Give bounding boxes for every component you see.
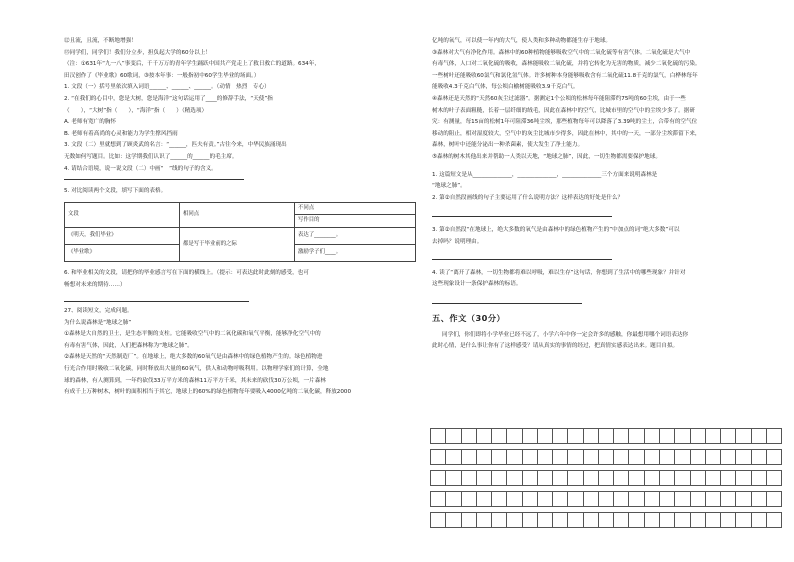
text-line: 2. “在我们的心目中，您是大树，您是海洋”这句话运用了____的修辞手法，“天使”指 bbox=[64, 95, 273, 102]
grid-cell[interactable] bbox=[599, 491, 614, 507]
grid-cell[interactable] bbox=[584, 428, 599, 444]
essay-line: 树木的叶子表面粗糙，长着一层纤细的绒毛，因此在森林中的空气，比城市里的空气中的尘埃少多了。据研 bbox=[432, 107, 695, 114]
grid-cell[interactable] bbox=[614, 470, 629, 486]
essay-line: ⑤森林的树木其他出来并帮助一人类以天地，“地球之肺”，因此，一切生物都需要保护地球。 bbox=[432, 153, 661, 160]
grid-cell[interactable] bbox=[767, 449, 782, 465]
grid-cell[interactable] bbox=[507, 491, 522, 507]
grid-cell[interactable] bbox=[629, 449, 644, 465]
essay-line: 球的森林，有人测算到，一年约砍伐33万平方米的森林11万平方千米，其未来的砍伐30万公顷，一片森林 bbox=[64, 377, 326, 384]
grid-cell[interactable] bbox=[446, 491, 461, 507]
question-6-cont: 畅想对未来的期待……） bbox=[64, 281, 126, 288]
grid-cell[interactable] bbox=[492, 449, 507, 465]
question-27: 27、阅读短文，完成问题。 bbox=[64, 308, 133, 315]
answer-line bbox=[432, 259, 612, 260]
grid-cell[interactable] bbox=[477, 428, 492, 444]
left-question-block bbox=[64, 36, 416, 175]
grid-cell[interactable] bbox=[584, 512, 599, 528]
grid-cell[interactable] bbox=[721, 491, 736, 507]
table-header-difference: 不同点 bbox=[295, 202, 416, 215]
grid-cell[interactable] bbox=[767, 491, 782, 507]
grid-cell[interactable] bbox=[675, 491, 690, 507]
text-line: ⑫且流，且流，不断地增强！ bbox=[64, 38, 137, 44]
grid-cell[interactable] bbox=[645, 470, 660, 486]
grid-cell[interactable] bbox=[706, 470, 721, 486]
grid-cell[interactable] bbox=[706, 449, 721, 465]
composition-writing-grid[interactable] bbox=[430, 428, 782, 533]
grid-cell[interactable] bbox=[767, 470, 782, 486]
right-question-3: 3. 第②自然段“在地球上，绝大多数的氧气是由森林中的绿色植物产生的”中加点的词“绝大多数”可以 bbox=[432, 227, 680, 234]
grid-cell[interactable] bbox=[599, 512, 614, 528]
grid-cell[interactable] bbox=[462, 470, 477, 486]
grid-cell[interactable] bbox=[645, 491, 660, 507]
grid-cell[interactable] bbox=[553, 428, 568, 444]
table-cell-diff-1: 表达了________。 bbox=[295, 227, 416, 244]
answer-line bbox=[432, 303, 582, 304]
essay-line: 一些树叶还能吸收60氯气和氯化氢气体。许多树种本身能够吸收含有二氧化硫11.8千克的氯气，白桦林每年 bbox=[432, 72, 698, 79]
grid-cell[interactable] bbox=[492, 470, 507, 486]
grid-cell[interactable] bbox=[752, 491, 767, 507]
grid-cell[interactable] bbox=[538, 449, 553, 465]
table-header-similarity: 相同点 bbox=[180, 202, 295, 227]
grid-cell[interactable] bbox=[430, 470, 446, 486]
text-line: 4. 请结合语境，说一说文段（二）中画“ ”线的句子的含义。 bbox=[64, 165, 217, 172]
grid-cell[interactable] bbox=[691, 470, 706, 486]
grid-cell[interactable] bbox=[446, 470, 461, 486]
grid-cell[interactable] bbox=[507, 428, 522, 444]
grid-cell[interactable] bbox=[721, 470, 736, 486]
grid-cell[interactable] bbox=[553, 491, 568, 507]
grid-cell[interactable] bbox=[446, 428, 461, 444]
grid-cell[interactable] bbox=[462, 512, 477, 528]
grid-cell[interactable] bbox=[706, 512, 721, 528]
grid-cell[interactable] bbox=[675, 470, 690, 486]
essay-line: 行光合作用时吸收二氧化碳，同时释放出大量的60氧气，供人和动物呼吸利用。以物理学家们的计算，全地 bbox=[64, 366, 329, 373]
text-line: （注：①631年“九一八”事变后，千千万万的青年学生踊跃中国共产党走上了救日救亡的道路。634年， bbox=[64, 61, 320, 68]
right-question-3-cont: 去掉吗？说明理由。 bbox=[432, 238, 483, 245]
grid-cell[interactable] bbox=[538, 470, 553, 486]
grid-cell[interactable] bbox=[675, 428, 690, 444]
grid-cell[interactable] bbox=[462, 449, 477, 465]
grid-cell[interactable] bbox=[736, 449, 751, 465]
grid-cell[interactable] bbox=[430, 491, 446, 507]
grid-cell[interactable] bbox=[752, 428, 767, 444]
grid-cell[interactable] bbox=[629, 491, 644, 507]
grid-cell[interactable] bbox=[492, 491, 507, 507]
grid-cell[interactable] bbox=[736, 428, 751, 444]
grid-cell[interactable] bbox=[736, 512, 751, 528]
grid-cell[interactable] bbox=[645, 449, 660, 465]
table-header-purpose: 写作目的 bbox=[295, 215, 416, 228]
left-column bbox=[64, 36, 416, 399]
right-question-1: 1. 这篇短文是从______________，______________，______________三个方面来说明森林是 bbox=[432, 171, 658, 178]
grid-cell[interactable] bbox=[752, 512, 767, 528]
grid-cell[interactable] bbox=[660, 491, 675, 507]
grid-cell[interactable] bbox=[430, 428, 446, 444]
grid-cell[interactable] bbox=[660, 512, 675, 528]
grid-cell[interactable] bbox=[430, 449, 446, 465]
grid-cell[interactable] bbox=[675, 449, 690, 465]
grid-cell[interactable] bbox=[538, 428, 553, 444]
text-line: ⑬同学们，同学们！我们分立步，担负起大学的60分以上！ bbox=[64, 49, 211, 56]
right-column bbox=[432, 36, 782, 353]
grid-cell[interactable] bbox=[523, 428, 538, 444]
grid-cell[interactable] bbox=[691, 428, 706, 444]
right-essay-block bbox=[432, 36, 782, 164]
essay-line: 究：有测量，每15亩的松树1年可阻滞36吨尘埃，那些植物每年可以降落了3.39吨的尘土，合带有的空气位 bbox=[432, 119, 698, 126]
grid-cell[interactable] bbox=[767, 428, 782, 444]
grid-cell[interactable] bbox=[430, 512, 446, 528]
comparison-table bbox=[64, 202, 416, 262]
answer-line bbox=[64, 179, 244, 180]
grid-cell[interactable] bbox=[614, 428, 629, 444]
essay-line: 移动的阻止，相对湿度较大，空气中的灰尘比城市少得多，因此在林中，其中的一天，一部分尘埃滞留下来， bbox=[432, 130, 701, 137]
grid-cell[interactable] bbox=[584, 470, 599, 486]
grid-cell[interactable] bbox=[752, 470, 767, 486]
grid-cell[interactable] bbox=[477, 491, 492, 507]
grid-cell[interactable] bbox=[568, 449, 583, 465]
grid-cell[interactable] bbox=[477, 512, 492, 528]
grid-cell[interactable] bbox=[507, 512, 522, 528]
answer-line bbox=[432, 216, 612, 217]
grid-row bbox=[430, 428, 782, 444]
grid-cell[interactable] bbox=[629, 470, 644, 486]
grid-cell[interactable] bbox=[568, 470, 583, 486]
grid-cell[interactable] bbox=[767, 512, 782, 528]
essay-title: 为什么说森林是“地球之肺” bbox=[64, 319, 132, 326]
grid-cell[interactable] bbox=[568, 428, 583, 444]
question-5: 5. 对比阅读两个文段，填写下面的表格。 bbox=[64, 188, 167, 195]
right-question-4-cont: 这些现象设计一条保护森林的标语。 bbox=[432, 281, 522, 288]
table-row-label-2: 《毕业歌》 bbox=[65, 244, 180, 261]
grid-cell[interactable] bbox=[706, 491, 721, 507]
grid-cell[interactable] bbox=[706, 428, 721, 444]
grid-cell[interactable] bbox=[691, 491, 706, 507]
right-question-1-cont: “地球之肺”。 bbox=[432, 183, 466, 190]
right-question-2: 2. 第②自然段画线的句子主要运用了什么说明方法？这样表达的好处是什么？ bbox=[432, 194, 624, 201]
essay-line: 有毒有害气体，因此，人们把森林称为“地球之肺”。 bbox=[64, 342, 193, 349]
composition-prompt: 同学们，你们即将小学毕业已经不远了，小学六年中你一定会许多的感触，你最想用哪个词语表达你 bbox=[442, 331, 689, 338]
essay-line: ①森林是大自然的卫士，是生态平衡的支柱。它能吸收空气中的二氧化碳和氧气平衡，能够净化空气中的 bbox=[64, 331, 321, 338]
text-line: 无数如何写题目。比如：这学期我们认识了______的______的毛主席。 bbox=[64, 153, 238, 160]
grid-cell[interactable] bbox=[584, 449, 599, 465]
text-line: B. 老师有着高尚的心灵和能力为学生撑风挡雨 bbox=[64, 130, 178, 137]
grid-row bbox=[430, 512, 782, 528]
grid-cell[interactable] bbox=[736, 491, 751, 507]
grid-cell[interactable] bbox=[629, 428, 644, 444]
grid-cell[interactable] bbox=[691, 512, 706, 528]
grid-cell[interactable] bbox=[721, 428, 736, 444]
question-6: 6. 和毕业相关的文段，请把你的毕业感言写在下面的横线上。（提示：可表达此时此刻的感受，也可 bbox=[64, 269, 309, 276]
grid-cell[interactable] bbox=[477, 470, 492, 486]
right-question-4: 4. 读了“离开了森林，一切生物都将难以呼吸，难以生存”这句话，你想到了生活中的哪些现象？并针对 bbox=[432, 269, 686, 276]
grid-cell[interactable] bbox=[614, 449, 629, 465]
grid-row bbox=[430, 449, 782, 465]
grid-cell[interactable] bbox=[675, 512, 690, 528]
text-line: 1. 文段（一）括号里依次填入词语______、______、______。（动情 热烈 专心） bbox=[64, 84, 270, 91]
grid-cell[interactable] bbox=[477, 449, 492, 465]
essay-line: ④森林还是天然的“天然60灰尘过滤器”。据测定1个公顷的松林每年能阻滞约75吨的60尘埃，由于一些 bbox=[432, 95, 686, 102]
grid-cell[interactable] bbox=[568, 491, 583, 507]
grid-cell[interactable] bbox=[584, 491, 599, 507]
grid-cell[interactable] bbox=[492, 428, 507, 444]
essay-line: ②森林是天然的“天然制造厂”。在地球上，绝大多数的60氧气是由森林中的绿色植物产生的。绿色植物进 bbox=[64, 354, 323, 361]
essay-line: 亿吨的氧气，可以使一年内的大气，使人类和多种动物都能生存于地球。 bbox=[432, 38, 612, 44]
grid-cell[interactable] bbox=[614, 512, 629, 528]
essay-line: 有成千上万种树木，树叶的面积相当于其它，地球上的60%的绿色植物每年要吸入4000亿吨的二氧化碳，释放2000 bbox=[64, 389, 352, 396]
grid-cell[interactable] bbox=[629, 512, 644, 528]
table-cell-diff-2: 激励学子们____。 bbox=[295, 244, 416, 261]
grid-cell[interactable] bbox=[599, 449, 614, 465]
essay-line: 森林，树叶中还能分泌出一种杀菌素，使大发生了净土能力。 bbox=[432, 142, 584, 149]
grid-cell[interactable] bbox=[691, 449, 706, 465]
grid-cell[interactable] bbox=[446, 449, 461, 465]
grid-cell[interactable] bbox=[660, 449, 675, 465]
table-header-passage: 文段 bbox=[65, 202, 180, 227]
grid-cell[interactable] bbox=[523, 491, 538, 507]
text-line: 田汉创作了《毕业歌》60歌词，③按本年事：一般指初中60学生毕业的场面。） bbox=[64, 72, 260, 79]
grid-cell[interactable] bbox=[507, 449, 522, 465]
grid-cell[interactable] bbox=[462, 491, 477, 507]
grid-cell[interactable] bbox=[523, 470, 538, 486]
grid-cell[interactable] bbox=[614, 491, 629, 507]
grid-cell[interactable] bbox=[660, 470, 675, 486]
grid-cell[interactable] bbox=[721, 512, 736, 528]
grid-cell[interactable] bbox=[492, 512, 507, 528]
table-cell-same: 都是写于毕业前的之际 bbox=[180, 227, 295, 261]
grid-cell[interactable] bbox=[462, 428, 477, 444]
text-line: （ ），“大树”指（ ），“海洋”指（ ）（精选项） bbox=[64, 107, 208, 114]
grid-cell[interactable] bbox=[660, 428, 675, 444]
grid-cell[interactable] bbox=[523, 512, 538, 528]
grid-cell[interactable] bbox=[553, 512, 568, 528]
grid-row bbox=[430, 491, 782, 507]
composition-prompt-cont: 此时心情，是什么事让你有了这样感受？请从真实的事情的经过，把真情实感表达出来。题目自拟。 bbox=[432, 343, 679, 350]
grid-cell[interactable] bbox=[446, 512, 461, 528]
grid-cell[interactable] bbox=[599, 470, 614, 486]
text-line: 3. 文段（二）里就想到了顾炎武的名言：“______，匹夫有责。”古往今来，中华民族涌现出 bbox=[64, 142, 287, 149]
table-row-label-1: 《明天，我们毕业》 bbox=[65, 227, 180, 244]
grid-cell[interactable] bbox=[645, 512, 660, 528]
essay-body bbox=[64, 329, 416, 399]
grid-cell[interactable] bbox=[538, 512, 553, 528]
text-line: A. 老师有宽广的胸怀 bbox=[64, 119, 117, 126]
grid-cell[interactable] bbox=[599, 428, 614, 444]
grid-cell[interactable] bbox=[538, 491, 553, 507]
grid-cell[interactable] bbox=[752, 449, 767, 465]
grid-cell[interactable] bbox=[736, 470, 751, 486]
grid-cell[interactable] bbox=[523, 449, 538, 465]
essay-line: 能吸收4.3千克白气体，每公顷白榆树能吸收3.9千克白气。 bbox=[432, 84, 579, 91]
grid-row bbox=[430, 470, 782, 486]
grid-cell[interactable] bbox=[553, 470, 568, 486]
section-title-composition: 五、作文（30分） bbox=[432, 312, 506, 323]
essay-line: 有毒气体，人口对二氧化硫的吸收，森林能吸收二氧化硫，并将它转化为无害的物质，减少二氧化硫的污染。 bbox=[432, 61, 701, 68]
grid-cell[interactable] bbox=[507, 470, 522, 486]
grid-cell[interactable] bbox=[645, 428, 660, 444]
grid-cell[interactable] bbox=[721, 449, 736, 465]
answer-line bbox=[64, 301, 249, 302]
grid-cell[interactable] bbox=[553, 449, 568, 465]
essay-line: ③森林对大气有净化作用。森林中的60种植物能够吸收空气中的二氧化硫等有害气体。二氧化硫是大气中 bbox=[432, 49, 691, 56]
grid-cell[interactable] bbox=[568, 512, 583, 528]
